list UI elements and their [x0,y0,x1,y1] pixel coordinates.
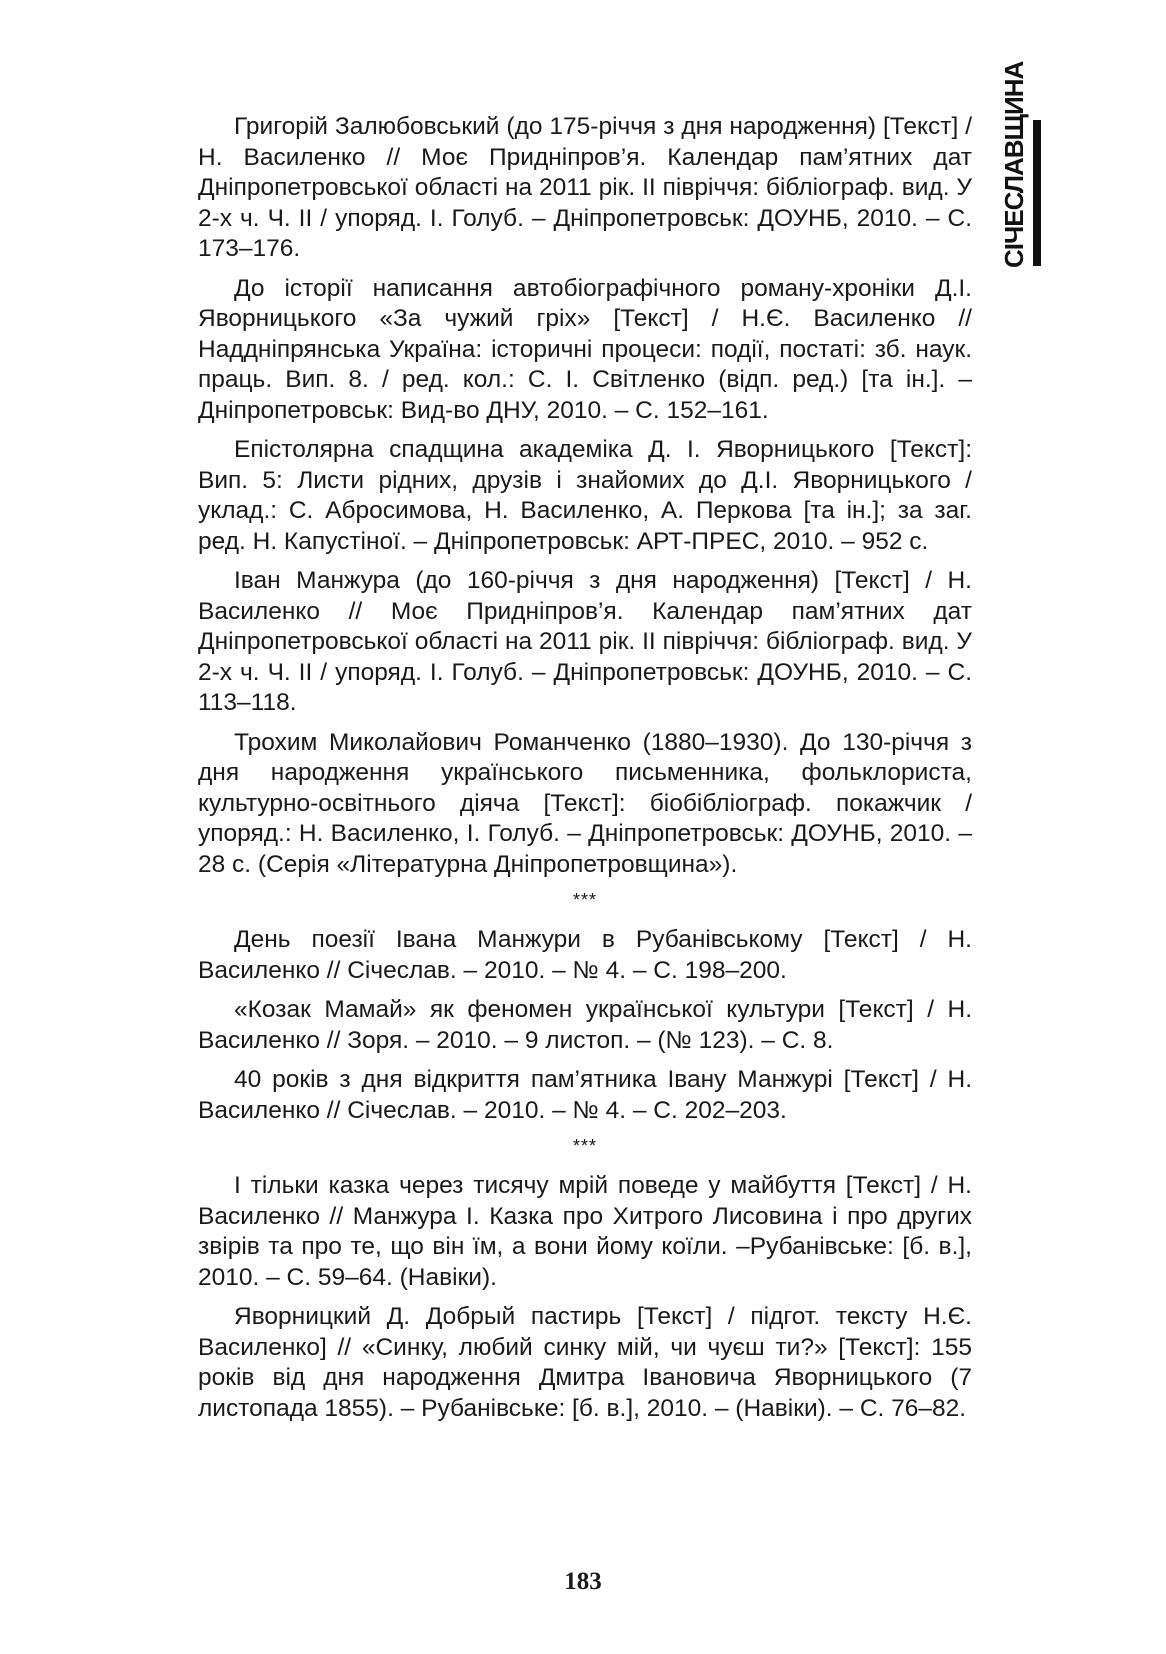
bibliography-entry: Трохим Миколайович Романченко (1880–1930). До 130-річчя з дня народження українського письменника, фольклориста, культурно-освітнього діяча [Текст]: біобібліограф. покажчик / упоряд.: Н. Василенко, І. Голуб. – Дніпропетровськ: ДОУНБ, 2010. – 28 с. (Серія «Літературна Дніпропетровщина»). [198,728,972,878]
section-separator: *** [572,1136,597,1156]
bibliography-entry: До історії написання автобіографічного роману-хроніки Д.І. Яворницького «За чужий гріх» [Текст] / Н.Є. Василенко // Наддніпрянська Україна: історичні процеси: події, постаті: зб. наук. праць. Вип. 8. / ред. кол.: С. І. Світленко (відп. ред.) [та ін.]. – Дніпропетровськ: Вид-во ДНУ, 2010. – С. 152–161. [198,274,972,424]
page-number: 183 [564,1568,602,1595]
section-separator: *** [572,890,597,910]
bibliography-entry: Епістолярна спадщина академіка Д. І. Яворницького [Текст]: Вип. 5: Листи рідних, друзів і знайомих до Д.І. Яворницького / уклад.: С. Абросимова, Н. Василенко, А. Перкова [та ін.]; за заг. ред. Н. Капустіної. – Дніпропетровськ: АРТ-ПРЕС, 2010. – 952 с. [198,436,972,555]
bibliography-entry: Григорій Залюбовський (до 175-річчя з дня народження) [Текст] / Н. Василенко // Моє Придніпров’я. Календар пам’ятних дат Дніпропетровської області на 2011 рік. ІІ півріччя: бібліограф. вид. У 2-х ч. Ч. ІІ / упоряд. І. Голуб. – Дніпропетровськ: ДОУНБ, 2010. – С. 173–176. [198,113,972,262]
logo-bar [1033,120,1041,266]
bibliography-entry: «Козак Мамай» як феномен української культури [Текст] / Н. Василенко // Зоря. – 2010. – 9 листоп. – (№ 123). – С. 8. [198,996,972,1054]
bibliography-entry: Яворницкий Д. Добрый пастирь [Текст] / підгот. тексту Н.Є. Василенко] // «Синку, любий синку мій, чи чуєш ти?» [Текст]: 155 років від дня народження Дмитра Івановича Яворницького (7 листопада 1855). – Рубанівське: [б. в.], 2010. – (Навіки). – С. 76–82. [198,1303,972,1422]
bibliography-list [198,112,972,1433]
logo-text: СІЧЕСЛАВЩИНА [999,61,1029,268]
bibliography-entry: І тільки казка через тисячу мрій поведе у майбуття [Текст] / Н. Василенко // Манжура І. Казка про Хитрого Лисовина і про других звірів та про те, що він їм, а вони йому коїли. –Рубанівське: [б. в.], 2010. – С. 59–64. (Навіки). [198,1172,972,1291]
bibliography-entry: 40 років з дня відкриття пам’ятника Івану Манжурі [Текст] / Н. Василенко // Січеслав. – 2010. – № 4. – С. 202–203. [198,1066,972,1124]
bibliography-entry: Іван Манжура (до 160-річчя з дня народження) [Текст] / Н. Василенко // Моє Придніпров’я. Календар пам’ятних дат Дніпропетровської області на 2011 рік. ІІ півріччя: бібліограф. вид. У 2-х ч. Ч. ІІ / упоряд. І. Голуб. – Дніпропетровськ: ДОУНБ, 2010. – С. 113–118. [198,567,972,716]
bibliography-entry: День поезії Івана Манжури в Рубанівському [Текст] / Н. Василенко // Січеслав. – 2010. – № 4. – С. 198–200. [198,926,972,984]
sicheslavshchyna-logo [995,61,1051,268]
